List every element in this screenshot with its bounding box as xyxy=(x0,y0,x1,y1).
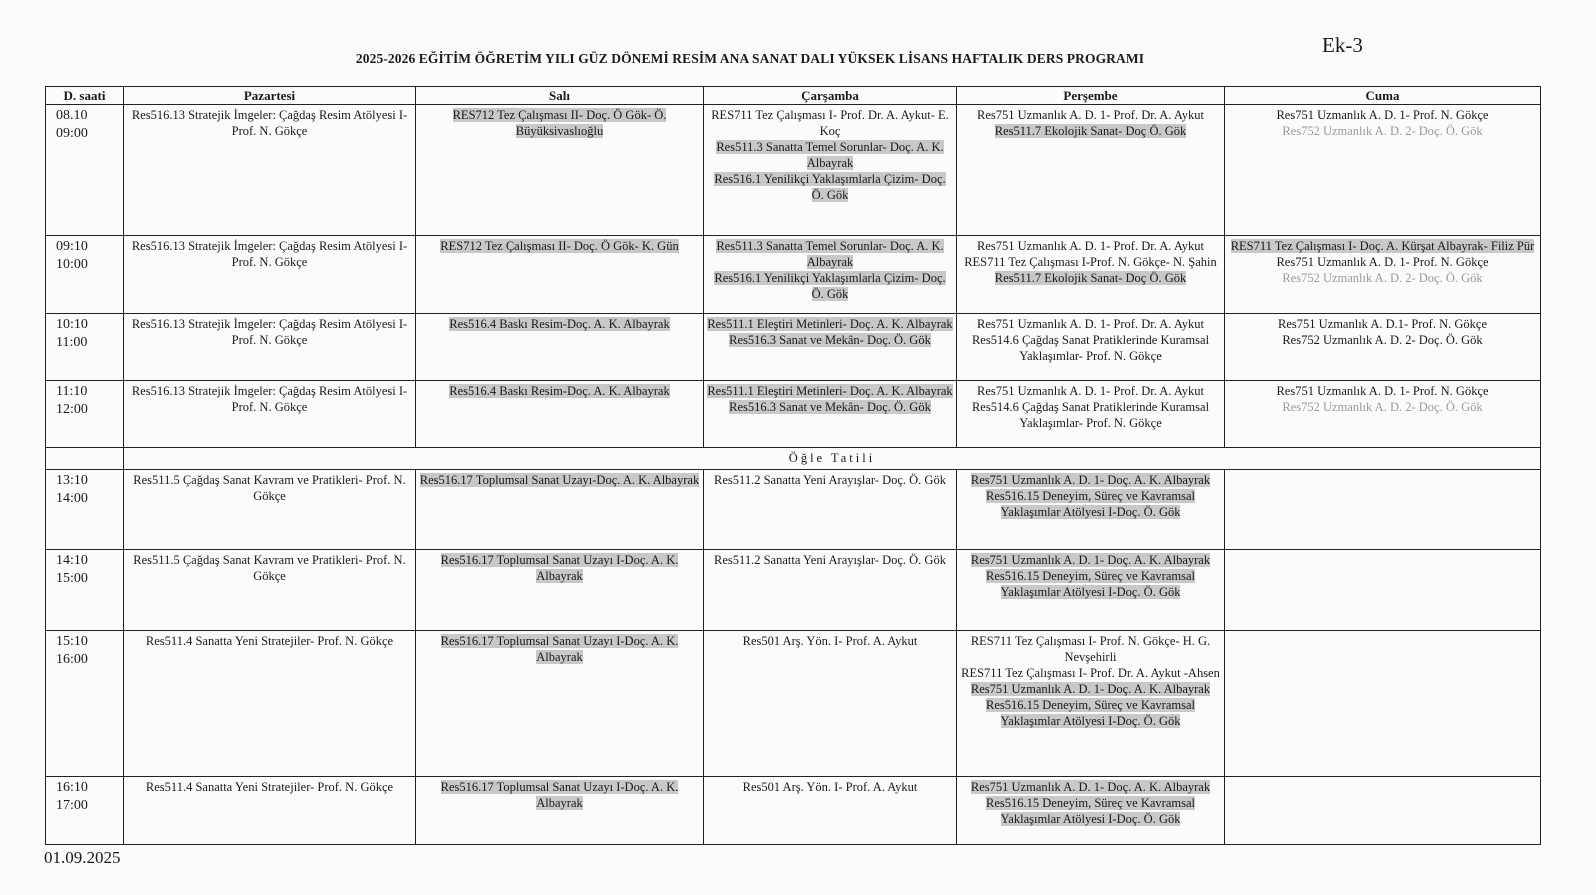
course-cell-friday xyxy=(1225,314,1541,381)
course-cell-wednesday xyxy=(704,550,957,631)
course-entry-wrap xyxy=(127,552,412,584)
course-entry-wrap xyxy=(419,552,700,584)
course-entry-wrap xyxy=(127,238,412,270)
course-entry-wrap xyxy=(419,779,700,811)
course-entry: Res516.15 Deneyim, Süreç ve Kavramsal Yaklaşımlar Atölyesi I-Doç. Ö. Gök xyxy=(986,569,1195,599)
course-entry-wrap xyxy=(960,665,1221,681)
lunch-row xyxy=(46,448,1541,470)
course-entry: Res751 Uzmanlık A. D. 1- Prof. N. Gökçe xyxy=(1276,255,1489,269)
course-entry-wrap xyxy=(707,779,953,795)
course-entry-wrap xyxy=(127,316,412,348)
course-entry: Res516.13 Stratejik İmgeler: Çağdaş Resim Atölyesi I- Prof. N. Gökçe xyxy=(131,108,408,138)
course-cell-monday xyxy=(124,470,416,550)
course-entry: Res514.6 Çağdaş Sanat Pratiklerinde Kuramsal Yaklaşımlar- Prof. N. Gökçe xyxy=(971,333,1210,363)
col-header-time: D. saati xyxy=(46,87,124,105)
course-entry-wrap xyxy=(1228,332,1537,348)
table-row xyxy=(46,550,1541,631)
course-entry: Res516.17 Toplumsal Sanat Uzayı I-Doç. A. K. Albayrak xyxy=(440,634,679,664)
course-entry-wrap xyxy=(960,697,1221,729)
course-cell-thursday xyxy=(957,314,1225,381)
course-entry: Res751 Uzmanlık A. D. 1- Doç. A. K. Albayrak xyxy=(970,682,1211,696)
time-start: 14:10 xyxy=(56,553,88,568)
course-entry-wrap xyxy=(707,472,953,488)
course-entry: Res751 Uzmanlık A. D. 1- Prof. N. Gökçe xyxy=(1276,108,1489,122)
course-cell-thursday xyxy=(957,470,1225,550)
course-entry-wrap xyxy=(707,139,953,171)
course-cell-thursday xyxy=(957,105,1225,236)
course-entry-wrap xyxy=(707,552,953,568)
course-entry: Res751 Uzmanlık A. D. 1- Doç. A. K. Albayrak xyxy=(970,473,1211,487)
course-entry-wrap xyxy=(960,123,1221,139)
course-entry: Res751 Uzmanlık A. D. 1- Doç. A. K. Albayrak xyxy=(970,553,1211,567)
course-entry-wrap xyxy=(127,107,412,139)
course-entry: Res516.13 Stratejik İmgeler: Çağdaş Resim Atölyesi I- Prof. N. Gökçe xyxy=(131,239,408,269)
course-entry-wrap xyxy=(707,633,953,649)
course-entry: Res516.13 Stratejik İmgeler: Çağdaş Resim Atölyesi I- Prof. N. Gökçe xyxy=(131,317,408,347)
course-entry-wrap xyxy=(127,779,412,795)
course-entry-wrap xyxy=(960,568,1221,600)
course-cell-thursday xyxy=(957,777,1225,845)
time-end: 14:00 xyxy=(56,491,88,506)
time-end: 17:00 xyxy=(56,798,88,813)
course-entry: Res516.17 Toplumsal Sanat Uzayı-Doç. A. K. Albayrak xyxy=(419,473,700,487)
course-entry: Res511.7 Ekolojik Sanat- Doç Ö. Gök xyxy=(994,124,1187,138)
course-entry-wrap xyxy=(1228,383,1537,399)
time-start: 11:10 xyxy=(56,384,88,399)
time-slot-cell xyxy=(46,236,124,314)
time-slot-cell xyxy=(46,381,124,448)
course-cell-thursday xyxy=(957,631,1225,777)
course-entry: Res511.2 Sanatta Yeni Arayışlar- Doç. Ö. Gök xyxy=(714,553,946,567)
course-entry-wrap xyxy=(960,238,1221,254)
course-entry-wrap xyxy=(960,472,1221,488)
lunch-break-label: Öğle Tatili xyxy=(124,448,1541,470)
course-cell-wednesday xyxy=(704,236,957,314)
course-entry: RES712 Tez Çalışması II- Doç. Ö Gök- Ö. Büyüksivaslıoğlu xyxy=(452,108,667,138)
course-entry-wrap xyxy=(707,238,953,270)
course-entry-wrap xyxy=(707,399,953,415)
course-entry-wrap xyxy=(419,238,700,254)
course-entry: Res516.15 Deneyim, Süreç ve Kavramsal Yaklaşımlar Atölyesi I-Doç. Ö. Gök xyxy=(986,796,1195,826)
course-cell-monday xyxy=(124,236,416,314)
time-slot-cell xyxy=(46,105,124,236)
course-entry: Res516.13 Stratejik İmgeler: Çağdaş Resim Atölyesi I- Prof. N. Gökçe xyxy=(131,384,408,414)
course-entry: Res752 Uzmanlık A. D. 2- Doç. Ö. Gök xyxy=(1282,124,1483,138)
course-entry-wrap xyxy=(127,633,412,649)
schedule-table xyxy=(45,86,1541,845)
course-entry-wrap xyxy=(1228,270,1537,286)
course-cell-tuesday xyxy=(416,236,704,314)
course-entry-wrap xyxy=(419,316,700,332)
course-cell-tuesday xyxy=(416,105,704,236)
table-row xyxy=(46,631,1541,777)
course-entry: Res511.5 Çağdaş Sanat Kavram ve Pratikleri- Prof. N. Gökçe xyxy=(133,553,406,583)
course-entry: RES711 Tez Çalışması I- Doç. A. Kürşat Albayrak- Filiz Pür xyxy=(1230,239,1535,253)
course-cell-thursday xyxy=(957,236,1225,314)
course-cell-tuesday xyxy=(416,381,704,448)
page-title: 2025-2026 EĞİTİM ÖĞRETİM YILI GÜZ DÖNEMİ RESİM ANA SANAT DALI YÜKSEK LİSANS HAFTALIK DERS PROGRAMI xyxy=(355,51,1145,66)
course-cell-tuesday xyxy=(416,631,704,777)
course-entry: Res511.7 Ekolojik Sanat- Doç Ö. Gök xyxy=(994,271,1187,285)
course-entry: Res516.4 Baskı Resim-Doç. A. K. Albayrak xyxy=(449,384,670,398)
time-end: 10:00 xyxy=(56,257,88,272)
time-start: 15:10 xyxy=(56,634,88,649)
course-cell-wednesday xyxy=(704,381,957,448)
course-cell-tuesday xyxy=(416,470,704,550)
course-cell-wednesday xyxy=(704,777,957,845)
course-entry-wrap xyxy=(1228,254,1537,270)
course-entry: Res511.1 Eleştiri Metinleri- Doç. A. K. Albayrak xyxy=(707,317,953,331)
col-header-friday: Cuma xyxy=(1225,87,1541,105)
course-cell-friday xyxy=(1225,105,1541,236)
course-cell-friday xyxy=(1225,236,1541,314)
course-entry: RES711 Tez Çalışması I- Prof. Dr. A. Aykut -Ahsen xyxy=(961,666,1220,680)
course-entry-wrap xyxy=(1228,123,1537,139)
course-entry: Res516.15 Deneyim, Süreç ve Kavramsal Yaklaşımlar Atölyesi I-Doç. Ö. Gök xyxy=(986,698,1195,728)
time-start: 08.10 xyxy=(56,108,88,123)
table-row xyxy=(46,470,1541,550)
course-entry: Res511.5 Çağdaş Sanat Kavram ve Pratikleri- Prof. N. Gökçe xyxy=(133,473,406,503)
course-cell-friday xyxy=(1225,631,1541,777)
table-row xyxy=(46,236,1541,314)
time-end: 15:00 xyxy=(56,571,88,586)
course-entry-wrap xyxy=(707,383,953,399)
course-cell-friday xyxy=(1225,550,1541,631)
time-end: 16:00 xyxy=(56,652,88,667)
course-entry: RES711 Tez Çalışması I- Prof. Dr. A. Aykut- E. Koç xyxy=(711,108,949,138)
course-entry: Res511.4 Sanatta Yeni Stratejiler- Prof. N. Gökçe xyxy=(145,780,394,794)
time-slot-cell xyxy=(46,314,124,381)
time-start: 09:10 xyxy=(56,239,88,254)
course-cell-wednesday xyxy=(704,105,957,236)
course-entry: Res516.1 Yenilikçi Yaklaşımlarla Çizim- Doç. Ö. Gök xyxy=(714,172,946,202)
schedule-body xyxy=(46,105,1541,845)
course-cell-monday xyxy=(124,381,416,448)
course-entry-wrap xyxy=(1228,399,1537,415)
course-entry: Res511.3 Sanatta Temel Sorunlar- Doç. A. K. Albayrak xyxy=(716,140,944,170)
course-entry-wrap xyxy=(1228,316,1537,332)
course-entry-wrap xyxy=(707,171,953,203)
course-entry-wrap xyxy=(127,472,412,504)
course-cell-friday xyxy=(1225,777,1541,845)
course-entry: Res516.17 Toplumsal Sanat Uzayı I-Doç. A. K. Albayrak xyxy=(440,553,679,583)
course-entry: Res752 Uzmanlık A. D. 2- Doç. Ö. Gök xyxy=(1282,271,1483,285)
course-entry: Res751 Uzmanlık A. D. 1- Prof. Dr. A. Aykut xyxy=(977,384,1204,398)
col-header-tuesday: Salı xyxy=(416,87,704,105)
course-entry: Res511.3 Sanatta Temel Sorunlar- Doç. A. K. Albayrak xyxy=(716,239,944,269)
course-entry: Res511.4 Sanatta Yeni Stratejiler- Prof. N. Gökçe xyxy=(145,634,394,648)
time-start: 13:10 xyxy=(56,473,88,488)
course-cell-tuesday xyxy=(416,777,704,845)
course-entry: Res752 Uzmanlık A. D. 2- Doç. Ö. Gök xyxy=(1282,333,1483,347)
course-cell-thursday xyxy=(957,381,1225,448)
col-header-thursday: Perşembe xyxy=(957,87,1225,105)
course-entry-wrap xyxy=(707,270,953,302)
course-entry-wrap xyxy=(707,107,953,139)
time-start: 10:10 xyxy=(56,317,88,332)
course-entry: Res511.2 Sanatta Yeni Arayışlar- Doç. Ö. Gök xyxy=(714,473,946,487)
course-entry-wrap xyxy=(419,107,700,139)
course-cell-monday xyxy=(124,550,416,631)
course-entry: Res751 Uzmanlık A. D. 1- Doç. A. K. Albayrak xyxy=(970,780,1211,794)
header-row xyxy=(46,87,1541,105)
course-entry: Res501 Arş. Yön. I- Prof. A. Aykut xyxy=(742,634,918,648)
course-cell-monday xyxy=(124,777,416,845)
document-date: 01.09.2025 xyxy=(44,848,121,867)
course-cell-tuesday xyxy=(416,314,704,381)
table-row xyxy=(46,381,1541,448)
course-cell-wednesday xyxy=(704,470,957,550)
course-entry: Res511.1 Eleştiri Metinleri- Doç. A. K. Albayrak xyxy=(707,384,953,398)
course-entry: Res751 Uzmanlık A. D. 1- Prof. Dr. A. Aykut xyxy=(977,239,1204,253)
course-entry: Res751 Uzmanlık A. D. 1- Prof. Dr. A. Aykut xyxy=(977,317,1204,331)
course-entry-wrap xyxy=(960,779,1221,795)
course-entry: Res516.3 Sanat ve Mekân- Doç. Ö. Gök xyxy=(729,400,931,414)
course-cell-wednesday xyxy=(704,631,957,777)
course-entry: Res516.1 Yenilikçi Yaklaşımlarla Çizim- Doç. Ö. Gök xyxy=(714,271,946,301)
col-header-monday: Pazartesi xyxy=(124,87,416,105)
course-entry-wrap xyxy=(127,383,412,415)
course-cell-monday xyxy=(124,314,416,381)
course-entry-wrap xyxy=(419,383,700,399)
course-entry-wrap xyxy=(960,270,1221,286)
lunch-time-cell xyxy=(46,448,124,470)
time-slot-cell xyxy=(46,550,124,631)
course-cell-monday xyxy=(124,105,416,236)
table-row xyxy=(46,314,1541,381)
course-entry-wrap xyxy=(419,472,700,488)
course-entry: RES711 Tez Çalışması I-Prof. N. Gökçe- N. Şahin xyxy=(964,255,1217,269)
time-slot-cell xyxy=(46,631,124,777)
course-entry-wrap xyxy=(707,316,953,332)
course-entry: Res516.15 Deneyim, Süreç ve Kavramsal Yaklaşımlar Atölyesi I-Doç. Ö. Gök xyxy=(986,489,1195,519)
course-entry-wrap xyxy=(419,633,700,665)
time-start: 16:10 xyxy=(56,780,88,795)
course-entry-wrap xyxy=(960,332,1221,364)
time-end: 09:00 xyxy=(56,126,88,141)
course-entry-wrap xyxy=(960,316,1221,332)
annex-label: Ek-3 xyxy=(1322,33,1363,57)
time-slot-cell xyxy=(46,470,124,550)
course-entry-wrap xyxy=(960,399,1221,431)
course-cell-monday xyxy=(124,631,416,777)
course-entry-wrap xyxy=(960,488,1221,520)
course-entry-wrap xyxy=(960,383,1221,399)
course-entry-wrap xyxy=(960,107,1221,123)
course-entry: Res751 Uzmanlık A. D.1- Prof. N. Gökçe xyxy=(1278,317,1487,331)
course-cell-thursday xyxy=(957,550,1225,631)
course-entry-wrap xyxy=(707,332,953,348)
course-entry: Res751 Uzmanlık A. D. 1- Prof. Dr. A. Aykut xyxy=(977,108,1204,122)
course-entry-wrap xyxy=(960,795,1221,827)
time-end: 12:00 xyxy=(56,402,88,417)
course-entry: Res516.3 Sanat ve Mekân- Doç. Ö. Gök xyxy=(729,333,931,347)
course-cell-tuesday xyxy=(416,550,704,631)
course-entry: RES711 Tez Çalışması I- Prof. N. Gökçe- H. G. Nevşehirli xyxy=(970,634,1211,664)
course-entry-wrap xyxy=(1228,238,1537,254)
course-entry-wrap xyxy=(960,552,1221,568)
course-cell-wednesday xyxy=(704,314,957,381)
table-row xyxy=(46,777,1541,845)
table-row xyxy=(46,105,1541,236)
course-entry: Res751 Uzmanlık A. D. 1- Prof. N. Gökçe xyxy=(1276,384,1489,398)
course-cell-friday xyxy=(1225,470,1541,550)
course-entry-wrap xyxy=(960,681,1221,697)
course-entry: Res516.17 Toplumsal Sanat Uzayı I-Doç. A. K. Albayrak xyxy=(440,780,679,810)
course-entry: Res752 Uzmanlık A. D. 2- Doç. Ö. Gök xyxy=(1282,400,1483,414)
course-entry: Res514.6 Çağdaş Sanat Pratiklerinde Kuramsal Yaklaşımlar- Prof. N. Gökçe xyxy=(971,400,1210,430)
course-entry-wrap xyxy=(1228,107,1537,123)
course-cell-friday xyxy=(1225,381,1541,448)
course-entry-wrap xyxy=(960,254,1221,270)
course-entry: Res516.4 Baskı Resim-Doç. A. K. Albayrak xyxy=(449,317,670,331)
col-header-wednesday: Çarşamba xyxy=(704,87,957,105)
course-entry: Res501 Arş. Yön. I- Prof. A. Aykut xyxy=(742,780,918,794)
course-entry-wrap xyxy=(960,633,1221,665)
time-slot-cell xyxy=(46,777,124,845)
course-entry: RES712 Tez Çalışması II- Doç. Ö Gök- K. Gün xyxy=(440,239,679,253)
time-end: 11:00 xyxy=(56,335,88,350)
